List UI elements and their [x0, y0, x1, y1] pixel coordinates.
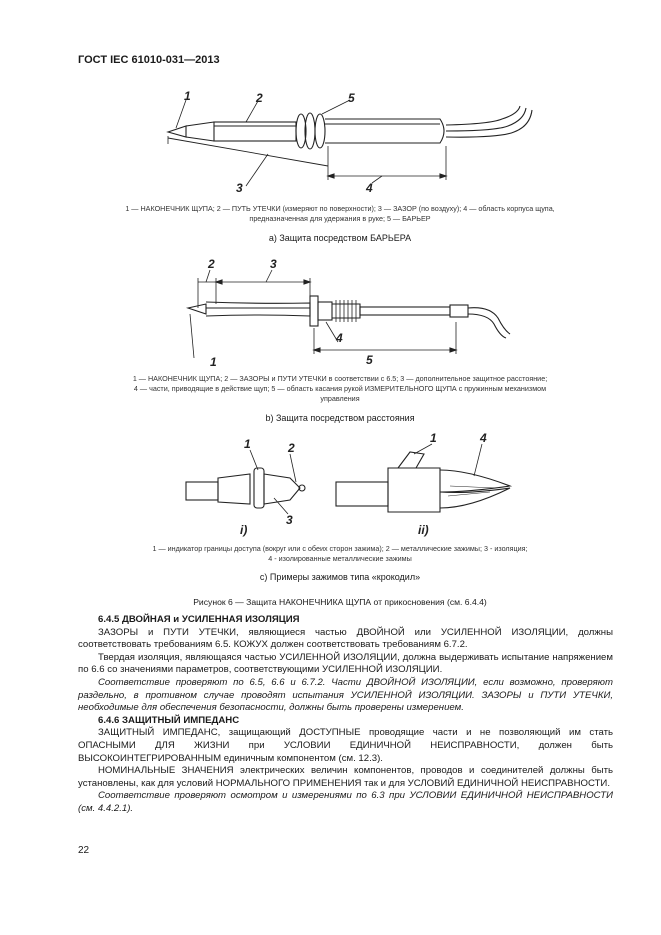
figure-c-legend — [70, 544, 610, 564]
callout-left-3: 3 — [286, 513, 293, 527]
callout-1: 1 — [210, 355, 217, 369]
callout-3: 3 — [236, 181, 243, 195]
callout-4: 4 — [366, 181, 373, 195]
callout-left-2: 2 — [288, 441, 295, 455]
legend-line: 1 — НАКОНЕЧНИК ЩУПА; 2 — ПУТЬ УТЕЧКИ (измеряют по поверхности); 3 — ЗАЗОР (по воздуху); 4 — область корпуса щупа, — [125, 204, 555, 213]
paragraph: ЗАЩИТНЫЙ ИМПЕДАНС, защищающий ДОСТУПНЫЕ проводящие части и не позволяющий им стать ОПАСНЫМИ ДЛЯ ЖИЗНИ при УСЛОВИИ ЕДИНИЧНОЙ НЕИСПРАВНОСТИ, должен быть ВЫСОКОИНТЕГРИРОВАННЫМ единичным компонентом (см. 12.3). — [78, 727, 613, 764]
figure-c-crocodile-clips-diagram — [178, 426, 528, 538]
figure-title: Рисунок 6 — Защита НАКОНЕЧНИКА ЩУПА от прикосновения (см. 6.4.4) — [193, 597, 487, 607]
callout-2: 2 — [256, 91, 263, 105]
callout-5: 5 — [366, 353, 373, 367]
variant-label-right: ii) — [418, 523, 429, 537]
page-number: 22 — [78, 845, 90, 856]
figure-b-probe-distance-diagram — [170, 252, 520, 372]
callout-4: 4 — [336, 331, 343, 345]
paragraph: Твердая изоляция, являющаяся частью УСИЛЕННОЙ ИЗОЛЯЦИИ, должна выдерживать испытание напряжением по 6.6 со значениями параметров, соответствующими УСИЛЕННОЙ ИЗОЛЯЦИИ. — [78, 651, 613, 676]
section-heading-6-4-6: 6.4.6 ЗАЩИТНЫЙ ИМПЕДАНС — [98, 714, 240, 726]
figure-a-probe-barrier-diagram — [150, 86, 540, 204]
legend-line: 4 — части, приводящие в действие щуп; 5 — область касания рукой ИЗМЕРИТЕЛЬНОГО ЩУПА с пружинным механизмом — [133, 384, 547, 393]
document-header: ГОСТ IEC 61010-031—2013 — [78, 54, 220, 66]
legend-line: управления — [320, 394, 360, 403]
callout-right-4: 4 — [480, 431, 487, 445]
callout-2: 2 — [208, 257, 215, 271]
callout-1: 1 — [184, 89, 191, 103]
figure-a-legend — [70, 204, 610, 224]
compliance-paragraph: Соответствие проверяют по 6.5, 6.6 и 6.7.2. Части ДВОЙНОЙ ИЗОЛЯЦИИ, если возможно, проверяют раздельно, в противном случае проводят испытания УСИЛЕННОЙ ИЗОЛЯЦИИ. ЗАЗОРЫ и ПУТИ УТЕЧКИ, необходимые для обеспечения безопасности, должны быть проверены измерением. — [78, 676, 613, 714]
variant-label-left: i) — [240, 523, 248, 537]
figure-a-subcaption: а) Защита посредством БАРЬЕРА — [268, 233, 412, 243]
callout-3: 3 — [270, 257, 277, 271]
compliance-paragraph: Соответствие проверяют осмотром и измерениями по 6.3 при УСЛОВИИ ЕДИНИЧНОЙ НЕИСПРАВНОСТИ (см. 4.4.2.1). — [78, 790, 613, 814]
figure-c-subcaption: с) Примеры зажимов типа «крокодил» — [259, 572, 421, 582]
section-heading-6-4-5: 6.4.5 ДВОЙНАЯ и УСИЛЕННАЯ ИЗОЛЯЦИЯ — [98, 614, 300, 625]
legend-line: 4 - изолированные металлические зажимы — [268, 554, 412, 563]
figure-b-subcaption: b) Защита посредством расстояния — [265, 413, 415, 423]
figure-b-legend — [70, 374, 610, 404]
legend-line: 1 — НАКОНЕЧНИК ЩУПА; 2 — ЗАЗОРЫ и ПУТИ УТЕЧКИ в соответствии с 6.5; 3 — дополнительное защитное расстояние; — [132, 374, 548, 383]
callout-5: 5 — [348, 91, 355, 105]
callout-left-1: 1 — [244, 437, 251, 451]
callout-right-1: 1 — [430, 431, 437, 445]
paragraph: ЗАЗОРЫ и ПУТИ УТЕЧКИ, являющиеся частью ДВОЙНОЙ или УСИЛЕННОЙ ИЗОЛЯЦИИ, должны соответствовать требованиям 6.5. КОЖУХ должен соответствовать требованиям 6.7.2. — [78, 626, 613, 651]
legend-line: предназначенная для удержания в руке; 5 — БАРЬЕР — [249, 214, 431, 223]
paragraph: НОМИНАЛЬНЫЕ ЗНАЧЕНИЯ электрических величин компонентов, проводов и соединителей должны быть установлены, как для условий НОРМАЛЬНОГО ПРИМЕНЕНИЯ так и для УСЛОВИЙ ЕДИНИЧНОЙ НЕИСПРАВНОСТИ. — [78, 765, 613, 789]
legend-line: 1 — индикатор границы доступа (вокруг или с обеих сторон зажима); 2 — металлические зажимы; 3 - изоляция; — [152, 544, 528, 553]
body-text — [78, 614, 613, 816]
